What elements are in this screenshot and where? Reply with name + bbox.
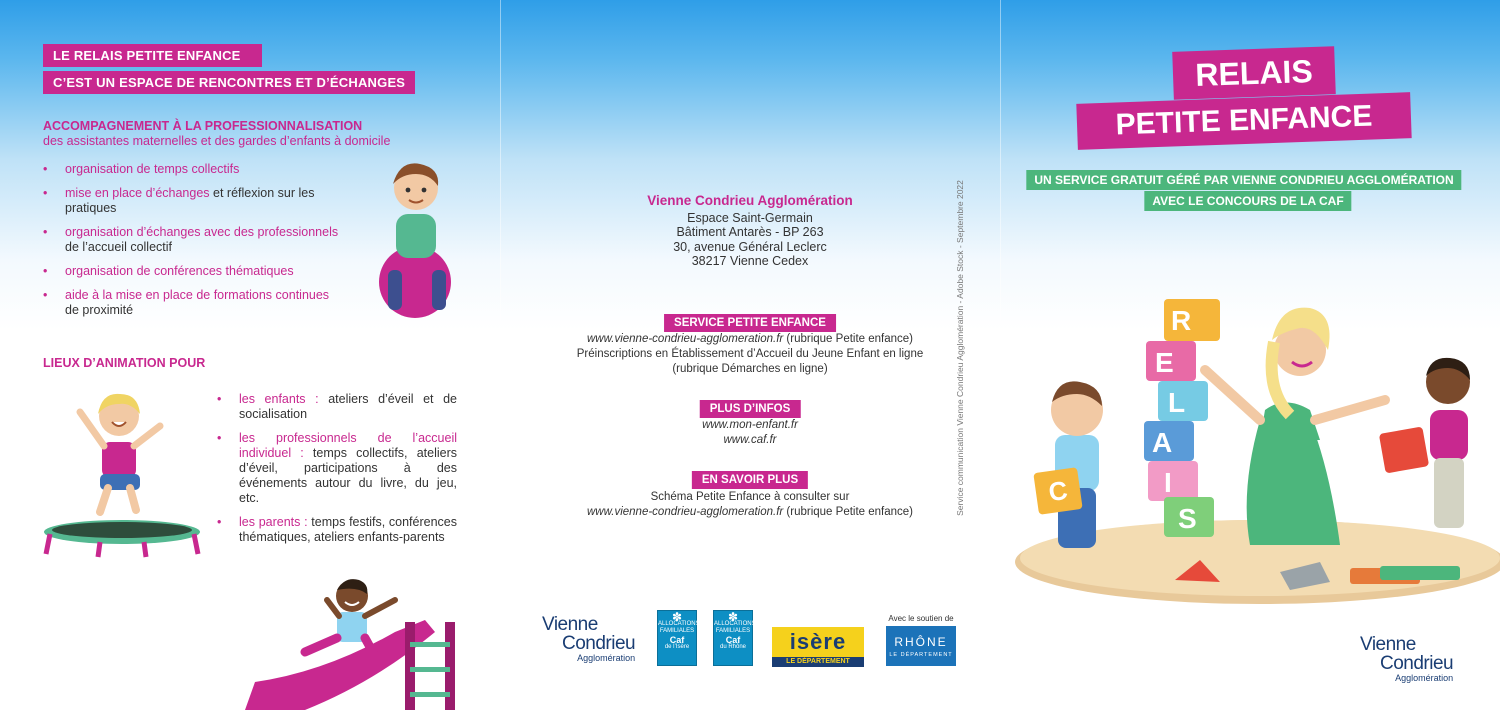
block-letter-c: C (1033, 467, 1082, 515)
list-item: • les enfants : ateliers d’éveil et de socialisation (217, 392, 457, 422)
label-plus-infos: PLUS D’INFOS (700, 400, 801, 418)
block-letter-s: S (1178, 503, 1197, 534)
vienne-condrieu-logo-right: Vienne Condrieu Agglomération (1360, 634, 1454, 683)
list-item: • les parents : temps festifs, conférences thématiques, ateliers enfants-parents (217, 515, 457, 545)
list-lieux (217, 392, 457, 554)
panel-right (1000, 0, 1500, 710)
savoir-text: Schéma Petite Enfance à consulter sur www.vienne-condrieu-agglomeration.fr (rubrique Petite enfance) (586, 491, 914, 518)
list-item: • organisation d’échanges avec des professionnels de l’accueil collectif (43, 225, 343, 255)
relais-blocks-scene (1010, 290, 1490, 610)
caf-rhone-logo: ✽ ALLOCATIONS FAMILIALES Caf du Rhône (713, 610, 753, 666)
address-block (600, 194, 900, 269)
service-text: www.vienne-condrieu-agglomeration.fr (rubrique Petite enfance) Préinscriptions en Établissement d’Accueil du Jeune Enfant en ligne (rubrique Démarches en ligne) (576, 333, 924, 375)
boy-slide-illustration (245, 572, 465, 710)
panel-left (0, 0, 500, 710)
infos-text (540, 418, 960, 448)
service-url-link[interactable]: www.vienne-condrieu-agglomeration.fr (586, 333, 784, 345)
section-subheading-accompagnement: des assistantes maternelles et des gardes d’enfants à domicile (43, 134, 391, 148)
list-item: • les professionnels de l’accueil individuel : temps collectifs, ateliers d’éveil, participations à des événements autour du livre, du jeu, etc. (217, 431, 457, 506)
list-accompagnement (43, 162, 343, 327)
banner-relais: LE RELAIS PETITE ENFANCE (43, 44, 262, 67)
block-letter-l: L (1168, 387, 1186, 418)
list-item: • organisation de conférences thématiques (43, 264, 343, 279)
caf-icon: ✽ (727, 610, 739, 624)
rhone-logo: Avec le soutien de RHÔNE LE DÉPARTEMENT (886, 614, 956, 666)
list-item: • mise en place d’échanges et réflexion sur les pratiques (43, 186, 343, 216)
label-en-savoir-plus: EN SAVOIR PLUS (692, 471, 808, 489)
caf-isere-logo: ✽ ALLOCATIONS FAMILIALES Caf de l’Isère (657, 610, 697, 666)
banner-concours-caf: AVEC LE CONCOURS DE LA CAF (1144, 191, 1351, 211)
caf-link[interactable]: www.caf.fr (723, 434, 777, 446)
section-heading-accompagnement: ACCOMPAGNEMENT À LA PROFESSIONNALISATION (43, 119, 363, 133)
vertical-credit: Service communication Vienne Condrieu Agglomération - Adobe Stock - Septembre 2022 (955, 180, 965, 516)
title-petite-enfance: PETITE ENFANCE (1076, 92, 1411, 150)
block-letter-r: R (1171, 305, 1192, 336)
address-line: Bâtiment Antarès - BP 263 (676, 225, 824, 239)
isere-logo: isère LE DÉPARTEMENT (772, 627, 864, 667)
banner-service-gratuit: UN SERVICE GRATUIT GÉRÉ PAR VIENNE CONDRIEU AGGLOMÉRATION (1026, 170, 1461, 190)
title-relais: RELAIS (1172, 46, 1336, 100)
block-letter-a: A (1152, 427, 1173, 458)
label-service-petite-enfance: SERVICE PETITE ENFANCE (664, 314, 836, 332)
banner-espace: C’EST UN ESPACE DE RENCONTRES ET D’ÉCHANGES (43, 71, 415, 94)
address-line: 30, avenue Général Leclerc (673, 239, 827, 254)
section-heading-lieux: LIEUX D’ANIMATION POUR (43, 356, 206, 370)
block-letter-i: I (1164, 467, 1172, 498)
block-letter-e: E (1155, 347, 1174, 378)
schema-url-link[interactable]: www.vienne-condrieu-agglomeration.fr (586, 506, 784, 518)
caf-icon: ✽ (671, 610, 683, 624)
address-org: Vienne Condrieu Agglomération (647, 193, 853, 208)
mon-enfant-link[interactable]: www.mon-enfant.fr (702, 419, 798, 431)
vienne-condrieu-logo: Vienne Condrieu Agglomération (542, 614, 636, 663)
address-line: 38217 Vienne Cedex (691, 254, 809, 268)
list-item: • aide à la mise en place de formations continues de proximité (43, 288, 343, 318)
list-item: • organisation de temps collectifs (43, 162, 343, 177)
address-line: Espace Saint-Germain (687, 210, 813, 225)
panel-middle (500, 0, 1000, 710)
boy-on-ball-illustration (360, 152, 470, 322)
girl-trampoline-illustration (40, 382, 205, 562)
